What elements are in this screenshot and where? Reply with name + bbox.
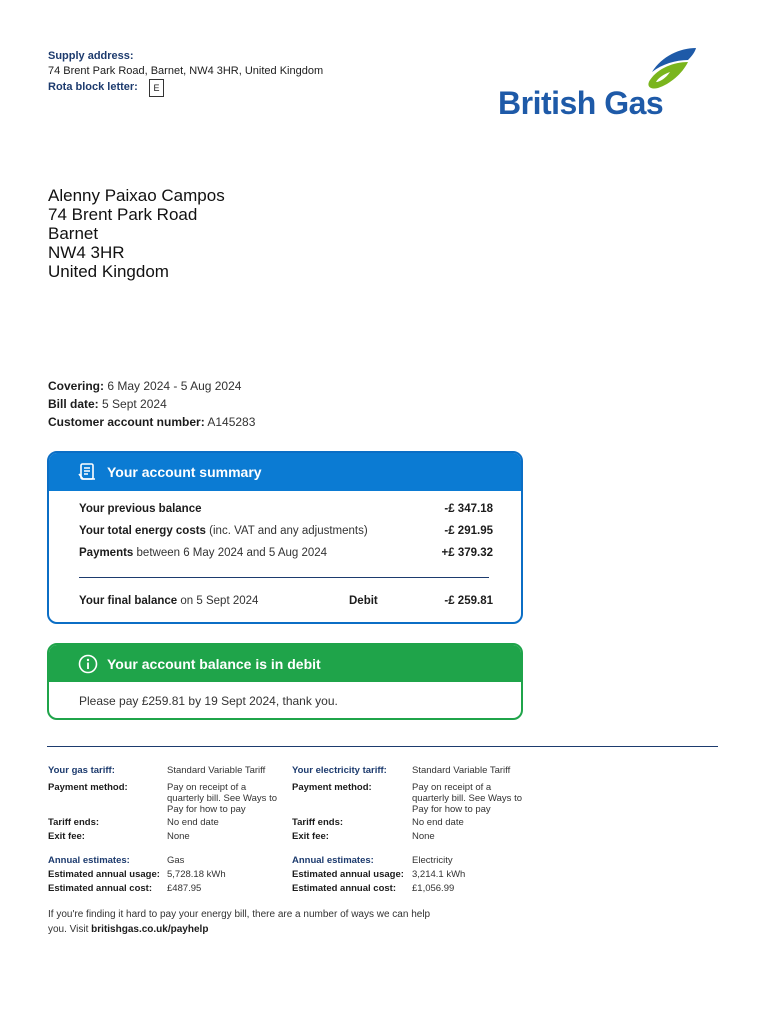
account-summary-card <box>47 451 523 624</box>
gas-exit-fee-label: Exit fee: <box>48 831 85 842</box>
debit-notice-title: Your account balance is in debit <box>107 655 321 672</box>
gas-tariff-ends-value: No end date <box>167 817 219 828</box>
address-line: United Kingdom <box>48 262 169 281</box>
amount: +£ 379.32 <box>441 547 493 559</box>
gas-cost-label: Estimated annual cost: <box>48 883 152 894</box>
electricity-usage-label: Estimated annual usage: <box>292 869 404 880</box>
customer-account-number: Customer account number: A145283 <box>48 415 256 429</box>
summary-row-final-balance: Your final balance on 5 Sept 2024 Debit -£ 259.81 <box>79 595 493 607</box>
summary-row-previous-balance: Your previous balance -£ 347.18 <box>79 503 493 515</box>
payhelp-link[interactable]: britishgas.co.uk/payhelp <box>91 924 209 935</box>
electricity-tariff-ends-label: Tariff ends: <box>292 817 344 828</box>
info-icon <box>77 653 99 675</box>
balance-status: Debit <box>349 595 378 607</box>
gas-payment-value: Pay on receipt of a quarterly bill. See Ways to Pay for how to pay <box>167 782 277 815</box>
amount: -£ 291.95 <box>444 525 493 537</box>
gas-usage-label: Estimated annual usage: <box>48 869 160 880</box>
account-summary-title: Your account summary <box>107 464 262 480</box>
gas-exit-fee-value: None <box>167 831 190 842</box>
electricity-tariff-ends-value: No end date <box>412 817 464 828</box>
gas-payment-label: Payment method: <box>48 782 128 793</box>
debit-notice-message: Please pay £259.81 by 19 Sept 2024, thank you. <box>79 694 338 708</box>
recipient-address <box>48 186 225 281</box>
gas-tariff-value: Standard Variable Tariff <box>167 765 266 776</box>
electricity-estimates-value: Electricity <box>412 855 453 866</box>
rota-block-value: E <box>149 79 164 97</box>
electricity-payment-value: Pay on receipt of a quarterly bill. See Ways to Pay for how to pay <box>412 782 522 815</box>
help-text: If you're finding it hard to pay your energy bill, there are a number of ways we can help you. Visit britishgas.co.uk/payhelp <box>48 909 431 935</box>
electricity-exit-fee-label: Exit fee: <box>292 831 329 842</box>
debit-notice-card <box>47 643 523 720</box>
receipt-icon <box>77 461 99 483</box>
covering-period: Covering: 6 May 2024 - 5 Aug 2024 <box>48 379 242 393</box>
address-line: NW4 3HR <box>48 243 125 262</box>
address-line: Barnet <box>48 224 99 243</box>
electricity-cost-value: £1,056.99 <box>412 883 455 894</box>
electricity-estimates-label: Annual estimates: <box>292 855 374 866</box>
gas-cost-value: £487.95 <box>167 883 202 894</box>
amount: -£ 347.18 <box>444 503 493 515</box>
section-divider <box>47 746 718 747</box>
rota-block-label: Rota block letter: <box>48 81 138 93</box>
address-line: Alenny Paixao Campos <box>48 186 225 205</box>
supply-address-label: Supply address: <box>48 50 134 62</box>
gas-tariff-ends-label: Tariff ends: <box>48 817 100 828</box>
summary-divider <box>79 577 489 578</box>
electricity-tariff-label: Your electricity tariff: <box>292 765 387 776</box>
gas-estimates-label: Annual estimates: <box>48 855 130 866</box>
summary-row-energy-costs: Your total energy costs (inc. VAT and any adjustments) -£ 291.95 <box>79 525 493 537</box>
debit-notice-header <box>49 645 521 682</box>
electricity-tariff-value: Standard Variable Tariff <box>412 765 511 776</box>
british-gas-logo: British Gas <box>498 85 664 121</box>
electricity-exit-fee-value: None <box>412 831 435 842</box>
gas-estimates-value: Gas <box>167 855 185 866</box>
summary-row-payments: Payments between 6 May 2024 and 5 Aug 2024 +£ 379.32 <box>79 547 493 559</box>
gas-usage-value: 5,728.18 kWh <box>167 869 226 880</box>
bill-date: Bill date: 5 Sept 2024 <box>48 397 167 411</box>
electricity-usage-value: 3,214.1 kWh <box>412 869 466 880</box>
supply-address-value: 74 Brent Park Road, Barnet, NW4 3HR, United Kingdom <box>48 65 324 77</box>
electricity-payment-label: Payment method: <box>292 782 372 793</box>
gas-tariff-label: Your gas tariff: <box>48 765 115 776</box>
british-gas-flame-icon <box>640 46 698 90</box>
account-summary-header <box>49 453 521 491</box>
electricity-cost-label: Estimated annual cost: <box>292 883 396 894</box>
amount: -£ 259.81 <box>444 595 493 607</box>
address-line: 74 Brent Park Road <box>48 205 198 224</box>
